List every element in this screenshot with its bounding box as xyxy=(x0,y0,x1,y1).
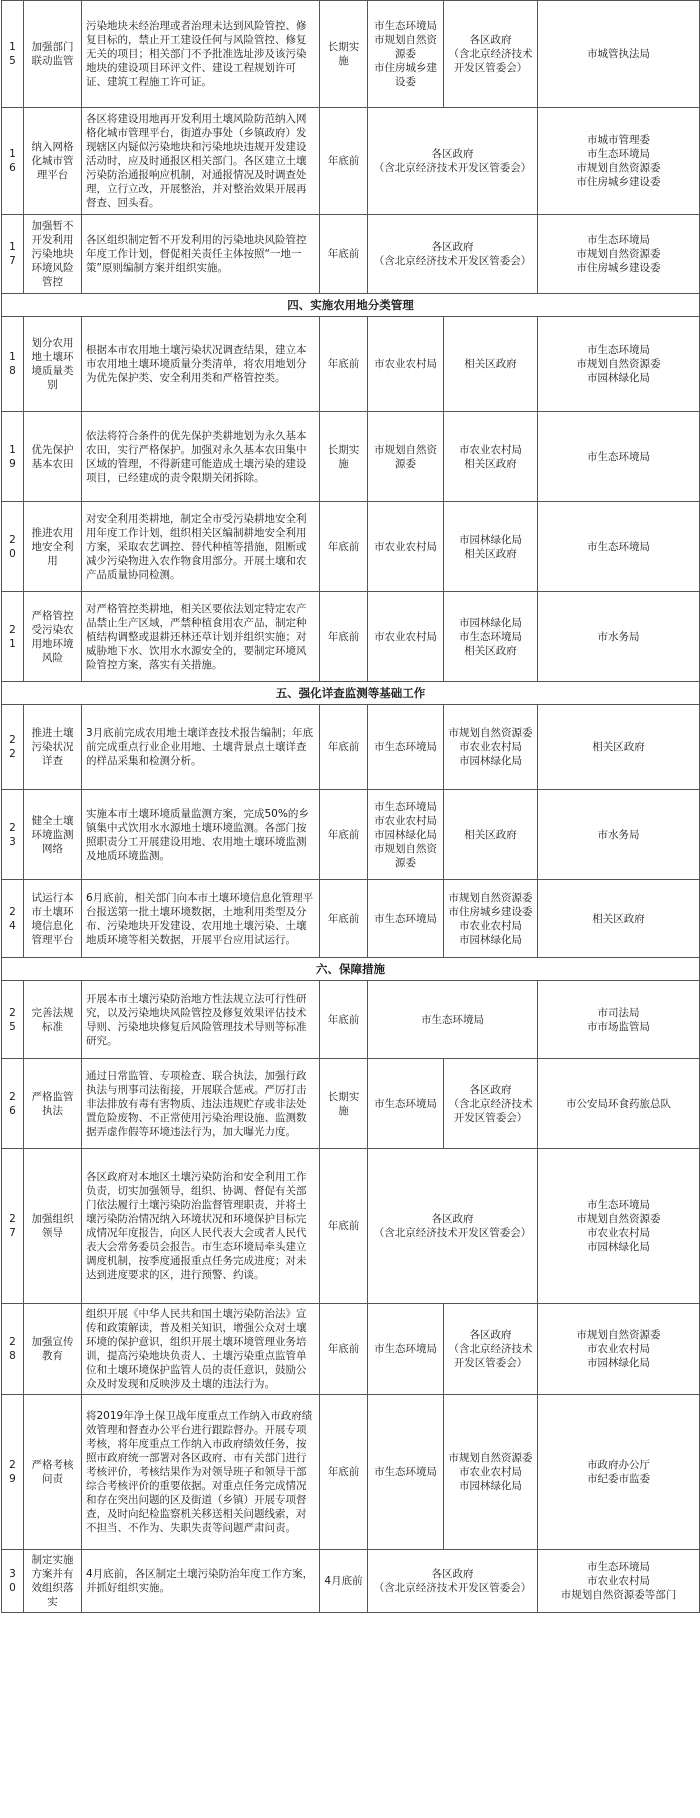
task-description: 各区组织制定暂不开发利用的污染地块风险管控年度工作计划，督促相关责任主体按照“一地一策”原则编制方案并组织实施。 xyxy=(82,215,320,294)
task-description: 依法将符合条件的优先保护类耕地划为永久基本农田，实行严格保护。加强对永久基本农田集中区域的管理，不得新建可能造成土壤污染的建设项目，已经建成的责令限期关闭拆除。 xyxy=(82,412,320,502)
lead-unit-secondary: 市规划自然资源委 市农业农村局 市园林绿化局 xyxy=(444,1395,538,1550)
lead-unit: 各区政府 （含北京经济技术开发区管委会） xyxy=(368,1149,538,1304)
task-description: 实施本市土壤环境质量监测方案，完成50%的乡镇集中式饮用水水源地土壤环境监测。各部门按照职责分工开展建设用地、农用地土壤环境监测及地质环境监测。 xyxy=(82,790,320,880)
task-number: 23 xyxy=(2,790,24,880)
table-row xyxy=(2,502,700,592)
cooperating-unit: 市生态环境局 市规划自然资源委 市园林绿化局 xyxy=(538,317,700,412)
task-item: 加强宣传教育 xyxy=(24,1304,82,1395)
table-row xyxy=(2,981,700,1059)
lead-unit-secondary: 市规划自然资源委 市住房城乡建设委 市农业农村局 市园林绿化局 xyxy=(444,880,538,958)
lead-unit: 市生态环境局 xyxy=(368,880,444,958)
deadline: 年底前 xyxy=(320,1304,368,1395)
lead-unit: 市农业农村局 xyxy=(368,592,444,682)
task-number: 29 xyxy=(2,1395,24,1550)
section-header-row xyxy=(2,958,700,981)
section-title: 五、强化详查监测等基础工作 xyxy=(2,682,700,705)
cooperating-unit: 市生态环境局 市规划自然资源委 市农业农村局 市园林绿化局 xyxy=(538,1149,700,1304)
task-number: 21 xyxy=(2,592,24,682)
task-item: 健全土壤环境监测网络 xyxy=(24,790,82,880)
task-description: 组织开展《中华人民共和国土壤污染防治法》宣传和政策解读，普及相关知识，增强公众对土壤环境的保护意识，组织开展土壤环境管理业务培训，提高污染地块负责人、土壤污染重点监管单位和土壤环境保护监管人员的责任意识，鼓励公众及时发现和反映涉及土壤的违法行为。 xyxy=(82,1304,320,1395)
task-item: 加强暂不开发利用污染地块环境风险管控 xyxy=(24,215,82,294)
lead-unit-secondary: 各区政府 （含北京经济技术开发区管委会） xyxy=(444,1059,538,1149)
lead-unit-secondary: 市园林绿化局 相关区政府 xyxy=(444,502,538,592)
deadline: 年底前 xyxy=(320,1395,368,1550)
task-item: 试运行本市土壤环境信息化管理平台 xyxy=(24,880,82,958)
section-header-row xyxy=(2,294,700,317)
lead-unit: 市农业农村局 xyxy=(368,502,444,592)
task-description: 开展本市土壤污染防治地方性法规立法可行性研究，以及污染地块风险管控及修复效果评估技术导则、污染地块修复后风险管理技术导则等标准研究。 xyxy=(82,981,320,1059)
lead-unit-secondary: 市园林绿化局 市生态环境局 相关区政府 xyxy=(444,592,538,682)
lead-unit: 市生态环境局 xyxy=(368,1059,444,1149)
task-number: 22 xyxy=(2,705,24,790)
task-table xyxy=(1,0,700,1613)
task-description: 将2019年净土保卫战年度重点工作纳入市政府绩效管理和督查办公平台进行跟踪督办。开展专项考核，将年度重点工作纳入市政府绩效任务，按照市政府统一部署对各区政府、市有关部门进行考核评价，考核结果作为对领导班子和领导干部综合考核评价的重要依据。对重点任务完成情况和存在突出问题的区及街道（乡镇）开展专项督查，及时向纪检监察机关移送相关问题线索，对不担当、不作为、失职失责等问题严肃问责。 xyxy=(82,1395,320,1550)
lead-unit: 市生态环境局 市农业农村局 市园林绿化局 市规划自然资源委 xyxy=(368,790,444,880)
deadline: 长期实施 xyxy=(320,412,368,502)
task-item: 优先保护基本农田 xyxy=(24,412,82,502)
deadline: 年底前 xyxy=(320,1149,368,1304)
task-description: 4月底前，各区制定土壤污染防治年度工作方案，并抓好组织实施。 xyxy=(82,1550,320,1613)
task-item: 推进农用地安全利用 xyxy=(24,502,82,592)
cooperating-unit: 市司法局 市市场监管局 xyxy=(538,981,700,1059)
deadline: 年底前 xyxy=(320,880,368,958)
deadline: 年底前 xyxy=(320,790,368,880)
task-number: 26 xyxy=(2,1059,24,1149)
task-item: 完善法规标准 xyxy=(24,981,82,1059)
lead-unit: 市生态环境局 市规划自然资源委 市住房城乡建设委 xyxy=(368,1,444,108)
task-number: 25 xyxy=(2,981,24,1059)
task-description: 各区政府对本地区土壤污染防治和安全利用工作负责，切实加强领导，组织、协调、督促有关部门依法履行土壤污染防治监督管理职责，并将土壤污染防治情况纳入环境状况和环境保护目标完成情况年度报告，向区人民代表大会或者人民代表大会常务委员会报告。市生态环境局牵头建立调度机制，按季度通报重点任务完成进度；对未达到进度要求的区，进行预警、约谈。 xyxy=(82,1149,320,1304)
table-row xyxy=(2,1304,700,1395)
task-number: 27 xyxy=(2,1149,24,1304)
task-item: 划分农用地土壤环境质量类别 xyxy=(24,317,82,412)
deadline: 年底前 xyxy=(320,705,368,790)
task-item: 加强部门联动监管 xyxy=(24,1,82,108)
table-row xyxy=(2,880,700,958)
lead-unit: 市生态环境局 xyxy=(368,1304,444,1395)
task-item: 纳入网格化城市管理平台 xyxy=(24,108,82,215)
task-number: 30 xyxy=(2,1550,24,1613)
task-item: 制定实施方案并有效组织落实 xyxy=(24,1550,82,1613)
table-row xyxy=(2,1059,700,1149)
table-row xyxy=(2,1,700,108)
task-description: 通过日常监管、专项检查、联合执法，加强行政执法与刑事司法衔接，开展联合惩戒。严厉打击非法排放有毒有害物质、违法违规贮存或非法处置危险废物、不正常使用污染治理设施、监测数据弄虚作假等环境违法行为，加大曝光力度。 xyxy=(82,1059,320,1149)
task-item: 加强组织领导 xyxy=(24,1149,82,1304)
deadline: 年底前 xyxy=(320,317,368,412)
task-number: 18 xyxy=(2,317,24,412)
cooperating-unit: 市城管执法局 xyxy=(538,1,700,108)
task-description: 根据本市农用地土壤污染状况调查结果，建立本市农用地土壤环境质量分类清单，将农用地划分为优先保护类、安全利用类和严格管控类。 xyxy=(82,317,320,412)
cooperating-unit: 市水务局 xyxy=(538,790,700,880)
lead-unit: 市规划自然资源委 xyxy=(368,412,444,502)
cooperating-unit: 市公安局环食药旅总队 xyxy=(538,1059,700,1149)
section-header-row xyxy=(2,682,700,705)
lead-unit-secondary: 市农业农村局 相关区政府 xyxy=(444,412,538,502)
cooperating-unit: 市生态环境局 市规划自然资源委 市住房城乡建设委 xyxy=(538,215,700,294)
cooperating-unit: 相关区政府 xyxy=(538,705,700,790)
task-number: 15 xyxy=(2,1,24,108)
task-item: 推进土壤污染状况详查 xyxy=(24,705,82,790)
task-description: 对安全利用类耕地，制定全市受污染耕地安全利用年度工作计划，组织相关区编制耕地安全利用方案，采取农艺调控、替代种植等措施，阻断或减少污染物进入农作物食用部分。开展土壤和农产品质量协同检测。 xyxy=(82,502,320,592)
cooperating-unit: 市生态环境局 xyxy=(538,502,700,592)
task-number: 20 xyxy=(2,502,24,592)
lead-unit-secondary: 各区政府 （含北京经济技术开发区管委会） xyxy=(444,1,538,108)
lead-unit-secondary: 市规划自然资源委 市农业农村局 市园林绿化局 xyxy=(444,705,538,790)
lead-unit: 各区政府 （含北京经济技术开发区管委会） xyxy=(368,1550,538,1613)
cooperating-unit: 市生态环境局 市农业农村局 市规划自然资源委等部门 xyxy=(538,1550,700,1613)
lead-unit: 各区政府 （含北京经济技术开发区管委会） xyxy=(368,108,538,215)
task-number: 24 xyxy=(2,880,24,958)
task-number: 28 xyxy=(2,1304,24,1395)
table-row xyxy=(2,790,700,880)
cooperating-unit: 市生态环境局 xyxy=(538,412,700,502)
deadline: 年底前 xyxy=(320,592,368,682)
table-row xyxy=(2,412,700,502)
task-description: 6月底前，相关部门向本市土壤环境信息化管理平台报送第一批土壤环境数据，土地利用类型及分布、污染地块开发建设、农用地土壤污染、土壤地质环境等相关数据，开展平台应用试运行。 xyxy=(82,880,320,958)
task-number: 17 xyxy=(2,215,24,294)
lead-unit: 各区政府 （含北京经济技术开发区管委会） xyxy=(368,215,538,294)
lead-unit-secondary: 相关区政府 xyxy=(444,317,538,412)
lead-unit-secondary: 各区政府 （含北京经济技术开发区管委会） xyxy=(444,1304,538,1395)
lead-unit-secondary: 相关区政府 xyxy=(444,790,538,880)
task-description: 各区将建设用地再开发利用土壤风险防范纳入网格化城市管理平台，街道办事处（乡镇政府）发现辖区内疑似污染地块和污染地块违规开发建设活动时，应及时通报区相关部门。各区建立土壤污染防治通报响应机制，对通报情况及时调查处理，立行立改，开展整治，并对整治效果开展再督查、回头看。 xyxy=(82,108,320,215)
table-row xyxy=(2,1550,700,1613)
task-number: 16 xyxy=(2,108,24,215)
deadline: 年底前 xyxy=(320,215,368,294)
deadline: 长期实施 xyxy=(320,1059,368,1149)
table-row xyxy=(2,108,700,215)
cooperating-unit: 市水务局 xyxy=(538,592,700,682)
deadline: 年底前 xyxy=(320,108,368,215)
lead-unit: 市农业农村局 xyxy=(368,317,444,412)
task-item: 严格监管执法 xyxy=(24,1059,82,1149)
table-row xyxy=(2,1149,700,1304)
table-row xyxy=(2,1395,700,1550)
cooperating-unit: 市政府办公厅 市纪委市监委 xyxy=(538,1395,700,1550)
deadline: 年底前 xyxy=(320,981,368,1059)
deadline: 长期实施 xyxy=(320,1,368,108)
table-row xyxy=(2,215,700,294)
lead-unit: 市生态环境局 xyxy=(368,1395,444,1550)
deadline: 4月底前 xyxy=(320,1550,368,1613)
task-description: 3月底前完成农用地土壤详查技术报告编制；年底前完成重点行业企业用地、土壤背景点土壤详查的样品采集和检测分析。 xyxy=(82,705,320,790)
task-description: 污染地块未经治理或者治理未达到风险管控、修复目标的，禁止开工建设任何与风险管控、修复无关的项目；相关部门不予批准选址涉及该污染地块的建设项目环评文件、建设工程规划许可证、建筑工程施工许可证。 xyxy=(82,1,320,108)
lead-unit: 市生态环境局 xyxy=(368,705,444,790)
task-item: 严格管控受污染农用地环境风险 xyxy=(24,592,82,682)
table-row xyxy=(2,705,700,790)
task-description: 对严格管控类耕地，相关区要依法划定特定农产品禁止生产区域，严禁种植食用农产品，制定种植结构调整或退耕还林还草计划并组织实施；对威胁地下水、饮用水水源安全的，要制定环境风险管控方案，落实有关措施。 xyxy=(82,592,320,682)
cooperating-unit: 市城市管理委 市生态环境局 市规划自然资源委 市住房城乡建设委 xyxy=(538,108,700,215)
task-item: 严格考核问责 xyxy=(24,1395,82,1550)
table-row xyxy=(2,317,700,412)
cooperating-unit: 市规划自然资源委 市农业农村局 市园林绿化局 xyxy=(538,1304,700,1395)
section-title: 四、实施农用地分类管理 xyxy=(2,294,700,317)
cooperating-unit: 相关区政府 xyxy=(538,880,700,958)
section-title: 六、保障措施 xyxy=(2,958,700,981)
table-row xyxy=(2,592,700,682)
task-number: 19 xyxy=(2,412,24,502)
lead-unit: 市生态环境局 xyxy=(368,981,538,1059)
deadline: 年底前 xyxy=(320,502,368,592)
